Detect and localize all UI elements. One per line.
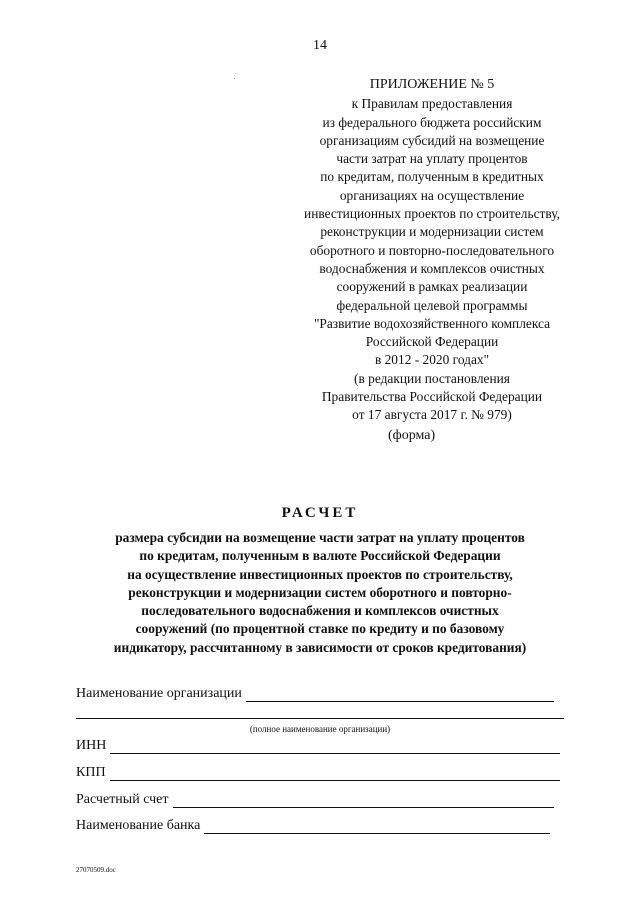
annex-line: организациях на осуществление bbox=[339, 187, 525, 203]
bank-input-line[interactable] bbox=[204, 819, 550, 834]
annex-line: по кредитам, полученным в кредитных bbox=[320, 169, 544, 185]
org-name-caption: (полное наименование организации) bbox=[249, 724, 391, 734]
subtitle-line: сооружений (по процентной ставке по кредиту и по базовому bbox=[135, 621, 505, 637]
kpp-label: КПП bbox=[76, 765, 106, 780]
inn-field bbox=[76, 738, 560, 754]
annex-line: организациям субсидий на возмещение bbox=[319, 132, 545, 148]
page-number: 14 bbox=[313, 38, 327, 53]
org-name-second-line[interactable] bbox=[76, 718, 564, 719]
bank-field bbox=[76, 818, 550, 834]
annex-line: инвестиционных проектов по строительству, bbox=[304, 206, 560, 222]
org-name-field bbox=[76, 686, 554, 702]
bank-label: Наименование банка bbox=[76, 818, 201, 833]
account-label: Расчетный счет bbox=[76, 792, 169, 807]
subtitle-line: размера субсидии на возмещение части затрат на уплату процентов bbox=[115, 530, 525, 545]
annex-line: из федерального бюджета российским bbox=[322, 114, 542, 130]
annex-line: Правительства Российской Федерации bbox=[321, 389, 543, 405]
account-input-line[interactable] bbox=[173, 793, 554, 808]
subtitle-line: реконструкции и модернизации систем оборотного и повторно- bbox=[128, 584, 512, 600]
org-name-input-line[interactable] bbox=[246, 687, 554, 702]
annex-line: части затрат на уплату процентов bbox=[336, 151, 528, 167]
subtitle-line: по кредитам, полученным в валюте Российской Федерации bbox=[139, 548, 501, 564]
document-heading: РАСЧЕТ bbox=[281, 505, 359, 521]
org-name-label: Наименование организации bbox=[76, 686, 242, 701]
annex-line: сооружений в рамках реализации bbox=[336, 279, 528, 295]
annex-line: оборотного и повторно-последовательного bbox=[309, 242, 555, 258]
annex-line: в 2012 - 2020 годах" bbox=[374, 352, 490, 368]
file-name-footer: 27070509.doc bbox=[76, 866, 116, 874]
annex-title: ПРИЛОЖЕНИЕ № 5 bbox=[369, 77, 495, 92]
subtitle-line: на осуществление инвестиционных проектов по строительству, bbox=[127, 566, 513, 582]
document-subtitle bbox=[70, 529, 570, 657]
annex-line: реконструкции и модернизации систем bbox=[320, 224, 544, 240]
annex-line: водоснабжения и комплексов очистных bbox=[319, 260, 545, 276]
annex-line: от 17 августа 2017 г. № 979) bbox=[352, 407, 512, 423]
kpp-field bbox=[76, 765, 560, 781]
annex-line: к Правилам предоставления bbox=[351, 96, 513, 112]
form-label: (форма) bbox=[388, 428, 436, 443]
inn-input-line[interactable] bbox=[110, 739, 560, 754]
annex-line: федеральной целевой программы bbox=[336, 297, 528, 313]
scan-speck bbox=[234, 78, 235, 79]
annex-header bbox=[252, 76, 612, 425]
annex-line: "Развитие водохозяйственного комплекса bbox=[313, 315, 551, 331]
annex-line: Российской Федерации bbox=[365, 334, 499, 350]
kpp-input-line[interactable] bbox=[110, 766, 560, 781]
annex-line: (в редакции постановления bbox=[354, 370, 510, 386]
account-field bbox=[76, 792, 554, 808]
subtitle-line: последовательного водоснабжения и комплексов очистных bbox=[141, 603, 499, 619]
subtitle-line: индикатору, рассчитанному в зависимости от сроков кредитования) bbox=[113, 639, 527, 655]
inn-label: ИНН bbox=[76, 738, 107, 753]
